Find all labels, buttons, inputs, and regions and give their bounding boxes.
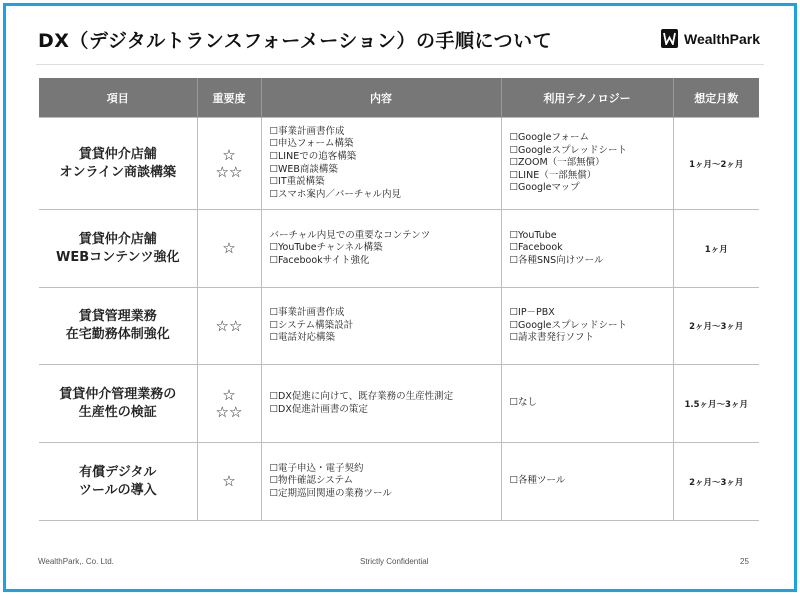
table-header-row xyxy=(39,78,759,118)
content-item: ☐IT重説構築 xyxy=(269,176,325,188)
technology-cell xyxy=(501,118,673,210)
item-line: ツールの導入 xyxy=(78,482,157,498)
table-row xyxy=(39,288,759,365)
importance-cell xyxy=(197,210,261,288)
header-item: 項目 xyxy=(39,78,197,118)
star-rating: ☆☆ xyxy=(215,162,243,181)
content-item: バーチャル内見での重要なコンテンツ xyxy=(269,229,431,241)
content-cell xyxy=(261,210,501,288)
technology-cell xyxy=(501,288,673,365)
content-item: ☐LINEでの追客構築 xyxy=(269,150,357,162)
content-cell xyxy=(261,365,501,443)
item-line: 賃貸仲介店舗 xyxy=(78,146,157,162)
star-rating: ☆ xyxy=(222,472,236,490)
star-rating: ☆ xyxy=(222,239,236,257)
months-cell: 1ヶ月 xyxy=(673,210,759,288)
tech-item: ☐YouTube xyxy=(509,229,557,241)
importance-cell xyxy=(197,365,261,443)
tech-item: ☐Googleスプレッドシート xyxy=(509,144,628,156)
table-row xyxy=(39,210,759,288)
star-rating: ☆☆ xyxy=(215,402,243,421)
content-item: ☐物件確認システム xyxy=(269,475,354,487)
content-item: ☐事業計画書作成 xyxy=(269,125,345,137)
table-row xyxy=(39,443,759,521)
months-cell: 1.5ヶ月〜3ヶ月 xyxy=(673,365,759,443)
tech-item: ☐各種SNS向けツール xyxy=(509,254,604,266)
months-cell: 2ヶ月〜3ヶ月 xyxy=(673,288,759,365)
table-row xyxy=(39,118,759,210)
tech-item: ☐Facebook xyxy=(509,242,563,254)
months-cell: 2ヶ月〜3ヶ月 xyxy=(673,443,759,521)
content-item: ☐DX促進に向けて、既存業務の生産性測定 xyxy=(269,390,454,402)
importance-cell xyxy=(197,443,261,521)
technology-cell xyxy=(501,443,673,521)
technology-cell xyxy=(501,365,673,443)
item-cell xyxy=(39,210,197,288)
importance-cell xyxy=(197,118,261,210)
page-number: 25 xyxy=(740,557,749,566)
months-cell: 1ヶ月〜2ヶ月 xyxy=(673,118,759,210)
header-importance: 重要度 xyxy=(197,78,261,118)
tech-item: ☐なし xyxy=(509,397,538,409)
item-cell xyxy=(39,288,197,365)
footer-company: WealthPark,. Co. Ltd. xyxy=(38,557,114,566)
content-item: ☐電話対応構築 xyxy=(269,332,336,344)
item-line: 賃貸仲介店舗 xyxy=(78,231,157,247)
dx-steps-table xyxy=(39,78,759,521)
item-line: 賃貸管理業務 xyxy=(78,309,157,324)
header-content: 内容 xyxy=(261,78,501,118)
header-months: 想定月数 xyxy=(673,78,759,118)
logo-text: WealthPark xyxy=(684,30,760,47)
technology-cell xyxy=(501,210,673,288)
content-item: ☐DX促進計画書の策定 xyxy=(269,403,368,415)
slide-title: DX（デジタルトランスフォーメーション）の手順について xyxy=(38,30,553,52)
item-line: WEBコンテンツ強化 xyxy=(56,249,180,265)
item-line: 賃貸仲介管理業務の xyxy=(59,386,177,402)
content-item: ☐Facebookサイト強化 xyxy=(269,254,370,266)
item-cell xyxy=(39,443,197,521)
star-rating: ☆☆ xyxy=(215,316,243,335)
content-item: ☐事業計画書作成 xyxy=(269,307,345,319)
item-line: 在宅勤務体制強化 xyxy=(65,327,170,342)
tech-item: ☐IP－PBX xyxy=(509,307,555,319)
title-divider xyxy=(36,64,764,65)
wealthpark-logo-icon xyxy=(661,29,678,48)
header-technology: 利用テクノロジー xyxy=(501,78,673,118)
item-line: 生産性の検証 xyxy=(78,404,157,420)
item-cell xyxy=(39,118,197,210)
item-line: オンライン商談構築 xyxy=(59,164,177,180)
tech-item: ☐ZOOM（一部無償） xyxy=(509,157,605,169)
tech-item: ☐各種ツール xyxy=(509,475,566,487)
content-item: ☐YouTubeチャンネル構築 xyxy=(269,242,383,254)
item-line: 有償デジタル xyxy=(79,464,157,480)
tech-item: ☐請求書発行ソフト xyxy=(509,332,595,344)
tech-item: ☐Googleマップ xyxy=(509,182,580,194)
content-cell xyxy=(261,443,501,521)
star-rating: ☆ xyxy=(222,385,236,404)
table-row xyxy=(39,365,759,443)
content-item: ☐システム構築設計 xyxy=(269,319,354,331)
content-cell xyxy=(261,118,501,210)
footer-confidential: Strictly Confidential xyxy=(360,557,429,566)
importance-cell xyxy=(197,288,261,365)
content-item: ☐申込フォーム構築 xyxy=(269,138,354,150)
content-item: ☐スマホ案内／バーチャル内見 xyxy=(269,188,402,200)
content-item: ☐電子申込・電子契約 xyxy=(269,462,364,474)
item-cell xyxy=(39,365,197,443)
content-item: ☐定期巡回関連の業務ツール xyxy=(269,487,392,499)
tech-item: ☐Googleフォーム xyxy=(509,132,590,144)
tech-item: ☐LINE（一部無償） xyxy=(509,169,597,181)
wealthpark-logo xyxy=(661,29,760,48)
tech-item: ☐Googleスプレッドシート xyxy=(509,319,628,331)
content-cell xyxy=(261,288,501,365)
content-item: ☐WEB商談構築 xyxy=(269,163,338,175)
star-rating: ☆ xyxy=(222,145,236,164)
